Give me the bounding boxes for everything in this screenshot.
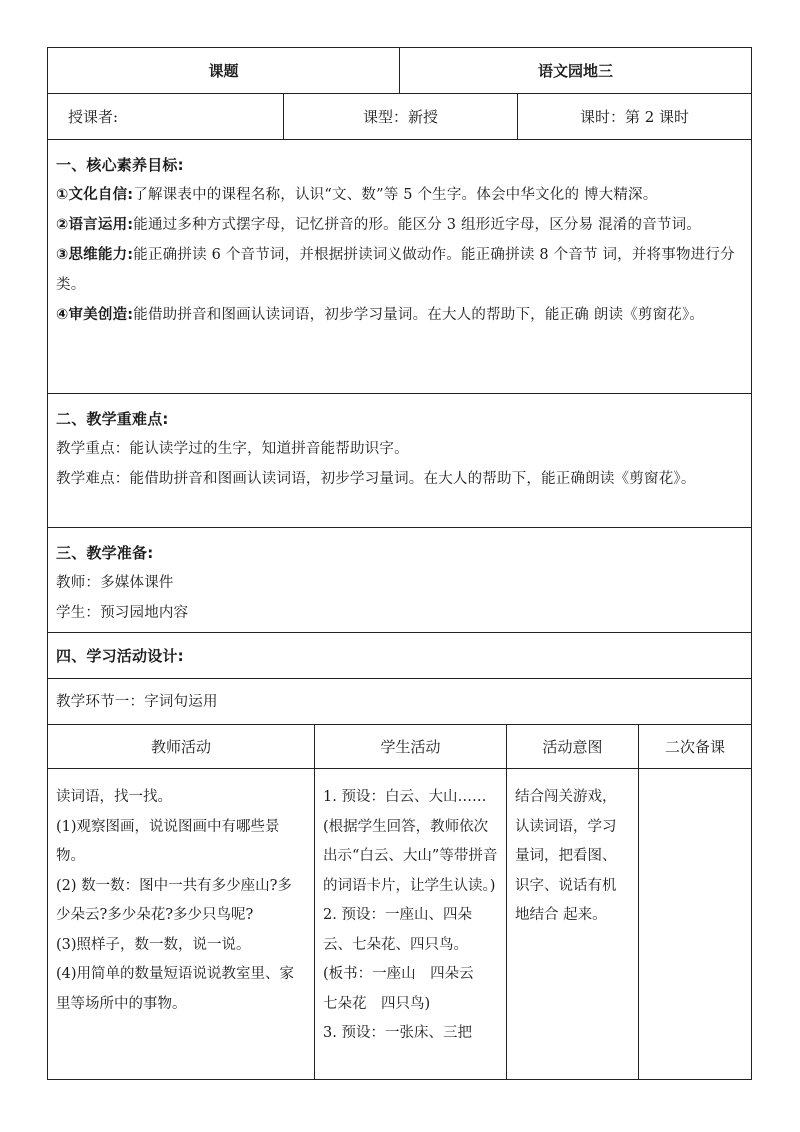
teacher-activity-cell bbox=[48, 769, 315, 1079]
activity-body-row bbox=[48, 769, 751, 1079]
teacher-activity-item: (2) 数一数：图中一共有多少座山?多少朵云?多少朵花?多少只鸟呢? bbox=[56, 877, 292, 923]
intent-cell bbox=[507, 769, 639, 1079]
col-teacher-activity: 教师活动 bbox=[48, 725, 315, 768]
goal-text: 能借助拼音和图画认读词语，初步学习量词。在大人的帮助下，能正确 朗读《剪窗花》。 bbox=[133, 307, 705, 323]
goal-label: ③思维能力: bbox=[56, 247, 134, 263]
period-cell: 课时：第 2 课时 bbox=[579, 108, 690, 126]
keti-value: 语文园地三 bbox=[537, 62, 613, 80]
col-student-activity: 学生活动 bbox=[315, 725, 507, 768]
goal-label: ④审美创造: bbox=[56, 307, 134, 323]
teacher-activity-item: (1)观察图画，说说图画中有哪些景物。 bbox=[56, 818, 280, 864]
preparation-title: 三、教学准备: bbox=[56, 544, 154, 562]
goal-text: 了解课表中的课程名称，认识“文、数”等 5 个生字。体会中华文化的 博大精深。 bbox=[133, 187, 658, 203]
meta-row bbox=[48, 94, 751, 140]
goal-label: ①文化自信: bbox=[56, 187, 134, 203]
student-activity-item: 3. 预设：一张床、三把 bbox=[323, 1025, 472, 1041]
second-prep-cell bbox=[639, 769, 751, 1079]
focus-text: 教学重点：能认读学过的生字，知道拼音能帮助识字。 bbox=[56, 441, 409, 457]
teacher-cell: 授课者: bbox=[48, 94, 284, 139]
difficulty-text: 教学难点：能借助拼音和图画认读词语，初步学习量词。在大人的帮助下，能正确朗读《剪窗花》。 bbox=[56, 471, 696, 487]
goal-item bbox=[56, 180, 743, 210]
segment-text: 教学环节一：字词句运用 bbox=[56, 694, 218, 710]
keti-label: 课题 bbox=[48, 48, 400, 93]
preparation-section bbox=[48, 528, 751, 633]
goal-item bbox=[56, 240, 743, 300]
teacher-activity-item: (3)照样子，数一数，说一说。 bbox=[56, 936, 251, 953]
segment-row bbox=[48, 679, 751, 725]
key-points-title: 二、教学重难点: bbox=[56, 410, 169, 428]
teacher-prep: 教师：多媒体课件 bbox=[56, 575, 174, 591]
goal-item bbox=[56, 300, 743, 330]
title-row bbox=[48, 48, 751, 94]
column-header-row bbox=[48, 725, 751, 769]
lesson-plan-table bbox=[47, 47, 752, 1080]
col-second-prep: 二次备课 bbox=[664, 738, 725, 756]
teacher-activity-item: (4)用简单的数量短语说说教室里、家里等场所中的事物。 bbox=[56, 966, 295, 1012]
col-intent: 活动意图 bbox=[507, 725, 639, 768]
intent-text: 结合闯关游戏，认读词语，学习量词，把看图、识字、说话有机地结合 起来。 bbox=[515, 789, 617, 923]
student-prep: 学生：预习园地内容 bbox=[56, 605, 189, 621]
goal-label: ②语言运用: bbox=[56, 217, 134, 233]
goal-text: 能正确拼读 6 个音节词，并根据拼读词义做动作。能正确拼读 8 个音节 词，并将事物进行分类。 bbox=[56, 247, 735, 293]
goal-text: 能通过多种方式摆字母，记忆拼音的形。能区分 3 组形近字母，区分易 混淆的音节词。 bbox=[133, 217, 702, 233]
activity-title-row bbox=[48, 633, 751, 679]
teacher-activity-item: 读词语，找一找。 bbox=[56, 789, 172, 805]
student-activity-item: 2. 预设：一座山、四朵云、七朵花、四只鸟。 bbox=[323, 907, 472, 953]
goal-item bbox=[56, 210, 743, 240]
student-activity-item: (板书：一座山 四朵云 七朵花 四只鸟) bbox=[323, 966, 489, 1012]
goals-section bbox=[48, 140, 751, 394]
lesson-type-cell: 课型：新授 bbox=[284, 94, 518, 139]
goals-title: 一、核心素养目标: bbox=[56, 156, 184, 174]
key-points-section bbox=[48, 394, 751, 528]
student-activity-item: 1. 预设：白云、大山……(根据学生回答，教师依次出示“白云、大山”等带拼音的词语卡片，让学生认读。) bbox=[323, 789, 498, 894]
activity-design-title: 四、学习活动设计: bbox=[56, 647, 184, 665]
student-activity-cell bbox=[315, 769, 507, 1079]
